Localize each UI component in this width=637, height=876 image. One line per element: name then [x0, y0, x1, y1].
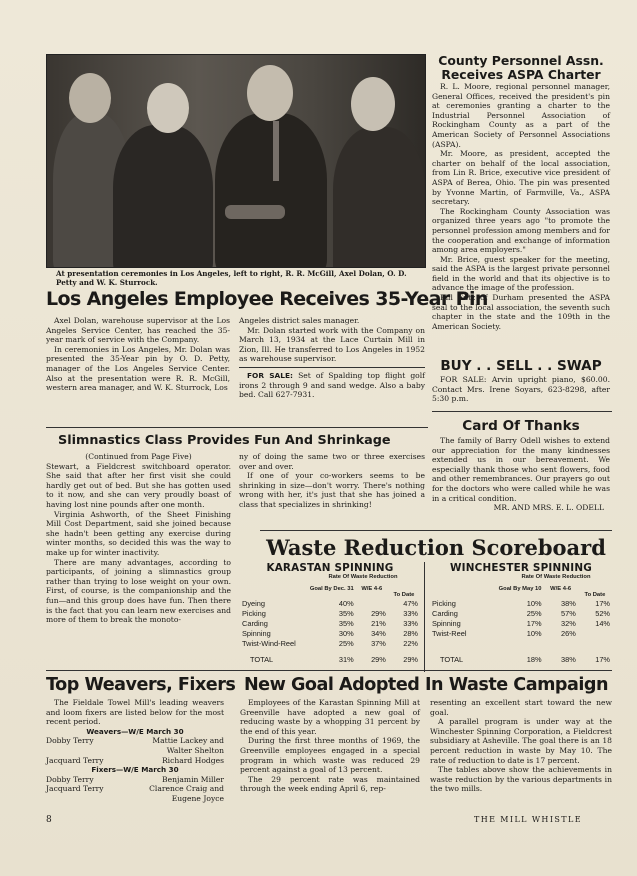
goal-col-2	[430, 698, 612, 794]
winchester-rate-label: Rate Of Waste Reduction	[521, 574, 591, 580]
winchester-cell-todate	[578, 629, 612, 639]
winchester-col-todate: To Date	[584, 592, 606, 598]
goal-p3: The 29 percent rate was maintained through the week ending April 6, rep-	[240, 774, 420, 794]
photo-caption: At presentation ceremonies in Los Angeles, left to right, R. R. McGill, Axel Dolan, O. D. Petty and W. K. Sturrock.	[56, 269, 407, 287]
roster-row	[46, 746, 224, 756]
karastan-cell-we: 34%	[371, 629, 386, 639]
karastan-cell-todate: 28%	[403, 629, 418, 639]
karastan-col-goal: Goal By Dec. 31	[309, 586, 354, 593]
karastan-cell-dept: Carding	[242, 619, 268, 629]
dolan-p1: Axel Dolan, warehouse supervisor at the Los Angeles Service Center, has reached the 35-year mark of service with the Company.	[46, 316, 230, 345]
winchester-total-we: 38%	[560, 655, 576, 665]
karastan-cell-todate: 47%	[403, 599, 418, 609]
winchester-cell-we: 38%	[560, 599, 576, 609]
roster-right: Mattie Lackey and	[152, 736, 224, 746]
bss-text: FOR SALE: Arvin upright piano, $60.00. Contact Mrs. Irene Soyars, 623-8298, after 5:30 p.m.	[432, 375, 610, 404]
karastan-cell-goal: 30%	[338, 629, 354, 639]
karastan-cell-dept: Picking	[242, 609, 266, 619]
karastan-row	[240, 639, 420, 649]
winchester-total-row	[430, 655, 612, 665]
roster-row	[46, 775, 224, 785]
aspa-p1: R. L. Moore, regional personnel manager, General Offices, received the president's pin at ceremonies granting a charter to the Industrial Personnel Association of Rockingham County as a part of the American Society of Personnel Associations (ASPA).	[432, 82, 610, 149]
divider	[46, 427, 428, 428]
karastan-col-we: W/E 4-6	[361, 586, 383, 593]
karastan-cell-we: 21%	[371, 619, 386, 629]
karastan-total-goal: 31%	[338, 655, 354, 665]
roster-row	[46, 784, 224, 794]
karastan-cell-goal: 40%	[338, 599, 354, 609]
karastan-row	[240, 619, 420, 629]
winchester-row	[430, 599, 612, 609]
thanks-headline: Card Of Thanks	[462, 418, 580, 434]
slim-p5: If one of your co-workers seems to be shrinking in size—don't worry. There's nothing wrong with her, it's just that she has joined a class that specializes in shrinking!	[239, 471, 425, 509]
winchester-cell-we: 57%	[560, 609, 576, 619]
winchester-cell-we: 32%	[560, 619, 576, 629]
winchester-cell-goal: 25%	[526, 609, 542, 619]
slim-p3: There are many advantages, according to participants, of joining a slimnastics group rather than trying to lose weight on your own. First, of course, is the companionship and the fun—and this group does have fun. Then there is the fact that you can learn new exercises and more of them to break the monoto-	[46, 557, 231, 625]
winchester-cell-we: 26%	[560, 629, 576, 639]
karastan-cell-we: 29%	[371, 609, 386, 619]
divider	[46, 670, 612, 671]
goal-col-1	[240, 698, 420, 794]
roster-right: Richard Hodges	[161, 755, 224, 765]
figure-4	[333, 127, 425, 268]
thanks-note	[432, 436, 610, 513]
winchester-table	[430, 562, 612, 665]
winchester-row	[430, 619, 612, 629]
roster-left: Dobby Terry	[46, 774, 94, 784]
winchester-cell-goal: 10%	[526, 599, 542, 609]
goal-p5: A parallel program is under way at the Winchester Spinning Corporation, a Fieldcrest subsidiary at Asheville. The goal there is an 18 percent reduction in waste by May 10. The rate of reduction to date is 17 percent.	[430, 717, 612, 765]
roster-left: Dobby Terry	[46, 736, 94, 746]
karastan-total-todate: 29%	[403, 655, 418, 665]
winchester-cell-dept: Twist-Reel	[432, 629, 467, 639]
winchester-cell-todate: 14%	[595, 619, 610, 629]
winchester-cell-todate: 52%	[595, 609, 610, 619]
goal-p6: The tables above show the achievements in waste reduction by the various departments in the two mills.	[430, 765, 612, 794]
forsale-label: FOR SALE:	[247, 370, 293, 380]
dolan-col-1	[46, 316, 230, 393]
roster-left: Jacquard Terry	[46, 755, 104, 765]
dolan-col-2	[239, 316, 425, 400]
winchester-cell-todate: 17%	[595, 599, 610, 609]
slim-col-2	[239, 452, 425, 510]
tie	[273, 121, 279, 181]
roster-row	[46, 794, 224, 804]
aspa-p4: Mr. Brice, guest speaker for the meeting, said the ASPA is the largest private personnel field in the world and that its objective is to advance the image of the profession.	[432, 254, 610, 293]
winchester-row	[430, 609, 612, 619]
fixers-roster	[46, 775, 224, 804]
divider	[432, 411, 612, 412]
dolan-p4: Mr. Dolan started work with the Company on March 13, 1934 at the Lace Curtain Mill in Zion, Ill. He transferred to Los Angeles in 1952 as warehouse supervisor.	[239, 325, 425, 364]
divider	[424, 562, 425, 672]
page-number: 8	[46, 815, 52, 825]
aspa-p2: Mr. Moore, as president, accepted the charter on behalf of the local association, from Lin R. Brice, executive vice president of ASPA of Berea, Ohio. The pin was presented by Yvonne Martin, of Farmville, Va., ASPA secretary.	[432, 149, 610, 207]
aspa-p3: The Rockingham County Association was organized three years ago "to promote the personnel profession among members and for the cooperation and exchange of information among area employers."	[432, 206, 610, 255]
winchester-grid	[430, 581, 612, 665]
goal-p1: Employees of the Karastan Spinning Mill at Greenville have adopted a new goal of reducing waste by a whopping 31 percent by the end of this year.	[240, 698, 420, 736]
winchester-col-we: W/E 4-6	[550, 586, 572, 593]
winchester-cell-goal: 10%	[526, 629, 542, 639]
karastan-total-label: TOTAL	[250, 655, 274, 665]
winchester-row	[430, 629, 612, 639]
thanks-text: The family of Barry Odell wishes to extend our appreciation for the many kindnesses extended us in our bereavement. We especially thank those who sent flowers, food and other remembrances. Our prayers go out for the doctors who were called while he was in a critical condition.	[432, 436, 610, 503]
slim-continued: (Continued from Page Five)	[85, 452, 192, 461]
karastan-cell-todate: 33%	[403, 609, 418, 619]
karastan-cell-dept: Dyeing	[242, 599, 266, 609]
winchester-cell-dept: Carding	[432, 609, 458, 619]
score-headline: Waste Reduction Scoreboard	[266, 535, 606, 560]
roster-right: Benjamin Miller	[162, 774, 224, 784]
slim-p1: Stewart, a Fieldcrest switchboard operator. She said that after her first visit she could hardly get out of bed. But she has gotten used to it now, and she can very proudly boast of having lost nine pounds after one month.	[46, 461, 231, 509]
aspa-p5: Bill Entz of Durham presented the ASPA seal to the local association, the seventh such chapter in the state and the 109th in the American Society.	[432, 293, 610, 331]
karastan-total-row	[240, 655, 420, 665]
winchester-total-todate: 17%	[595, 655, 610, 665]
karastan-col-todate: To Date	[393, 592, 415, 598]
karastan-grid	[240, 581, 420, 665]
figure-2-head	[147, 83, 189, 133]
karastan-rate-label: Rate Of Waste Reduction	[328, 574, 398, 580]
winchester-cell-goal: 17%	[526, 619, 542, 629]
karastan-cell-todate: 33%	[403, 619, 418, 629]
dolan-headline: Los Angeles Employee Receives 35-Year Pin	[46, 288, 488, 310]
winchester-cell-dept: Picking	[432, 599, 456, 609]
weavers-intro: The Fieldale Towel Mill's leading weavers and loom fixers are listed below for the most recent period.	[46, 698, 224, 727]
aspa-article	[432, 54, 610, 331]
karastan-cell-goal: 35%	[338, 619, 354, 629]
winchester-total-goal: 18%	[526, 655, 542, 665]
roster-right: Clarence Craig and	[149, 784, 224, 794]
winchester-cell-dept: Spinning	[432, 619, 461, 629]
winchester-title: WINCHESTER SPINNING	[450, 562, 592, 574]
goal-p2: During the first three months of 1969, the Greenville employees engaged in a special program in which waste was reduced 29 percent against a goal of 13 percent.	[240, 736, 420, 775]
presentation-photo	[46, 54, 426, 268]
goal-p4: resenting an excellent start toward the new goal.	[430, 698, 612, 717]
roster-row	[46, 736, 224, 746]
karastan-table	[240, 562, 420, 665]
figure-3-head	[247, 65, 293, 121]
fixers-subhead: Fixers—W/E March 30	[91, 765, 179, 775]
figure-1-head	[69, 73, 111, 123]
figure-3	[215, 113, 327, 268]
karastan-row	[240, 599, 420, 609]
slim-p2: Virginia Ashworth, of the Sheet Finishing Mill Cost Department, said she joined because she hadn't been getting any exercise during winter months, so decided this was the way to make up for winter inactivity.	[46, 509, 231, 557]
forsale-text: Set of Spalding top flight golf irons 2 through 9 and sand wedge. Also a baby bed. Call 627-7931.	[239, 370, 425, 400]
roster-row	[46, 756, 224, 766]
weavers-headline: Top Weavers, Fixers	[46, 675, 236, 695]
aspa-headline: County Personnel Assn. Receives ASPA Charter	[438, 53, 604, 82]
karastan-cell-dept: Spinning	[242, 629, 271, 639]
dolan-p2: In ceremonies in Los Angeles, Mr. Dolan was presented the 35-Year pin by O. D. Petty, manager of the Los Angeles Service Center. Also at the presentation were R. R. McGill, western area manager, and W. K. Sturrock, Los	[46, 344, 230, 393]
publication-name: THE MILL WHISTLE	[474, 815, 582, 824]
roster-right: Eugene Joyce	[171, 793, 224, 803]
karastan-cell-dept: Twist-Wind-Reel	[242, 639, 296, 649]
karastan-cell-goal: 35%	[338, 609, 354, 619]
karastan-title: KARASTAN SPINNING	[266, 562, 394, 574]
winchester-total-label: TOTAL	[440, 655, 464, 665]
roster-left: Jacquard Terry	[46, 784, 104, 794]
weavers-subhead: Weavers—W/E March 30	[86, 726, 184, 736]
goal-headline: New Goal Adopted In Waste Campaign	[243, 675, 609, 695]
thanks-signature: MR. AND MRS. E. L. ODELL	[493, 503, 604, 513]
divider	[260, 530, 612, 531]
figure-4-head	[351, 77, 395, 131]
weavers-article	[46, 698, 224, 804]
karastan-cell-goal: 25%	[338, 639, 354, 649]
bss-headline: BUY . . SELL . . SWAP	[440, 358, 602, 374]
karastan-cell-we	[356, 599, 388, 609]
weavers-roster	[46, 736, 224, 765]
slim-col-1	[46, 452, 231, 625]
winchester-col-goal: Goal By May 10	[498, 586, 542, 593]
karastan-cell-we: 37%	[371, 639, 386, 649]
karastan-row	[240, 609, 420, 619]
roster-right: Walter Shelton	[166, 745, 224, 755]
hands	[225, 205, 285, 219]
slim-p4: ny of doing the same two or three exercises over and over.	[239, 452, 425, 471]
karastan-cell-todate: 22%	[403, 639, 418, 649]
bss-ad	[432, 375, 610, 404]
karastan-row	[240, 629, 420, 639]
karastan-total-we: 29%	[371, 655, 386, 665]
slim-headline: Slimnastics Class Provides Fun And Shrinkage	[58, 433, 391, 448]
dolan-p3: Angeles district sales manager.	[239, 316, 360, 325]
divider	[239, 367, 425, 368]
figure-2	[113, 125, 213, 268]
